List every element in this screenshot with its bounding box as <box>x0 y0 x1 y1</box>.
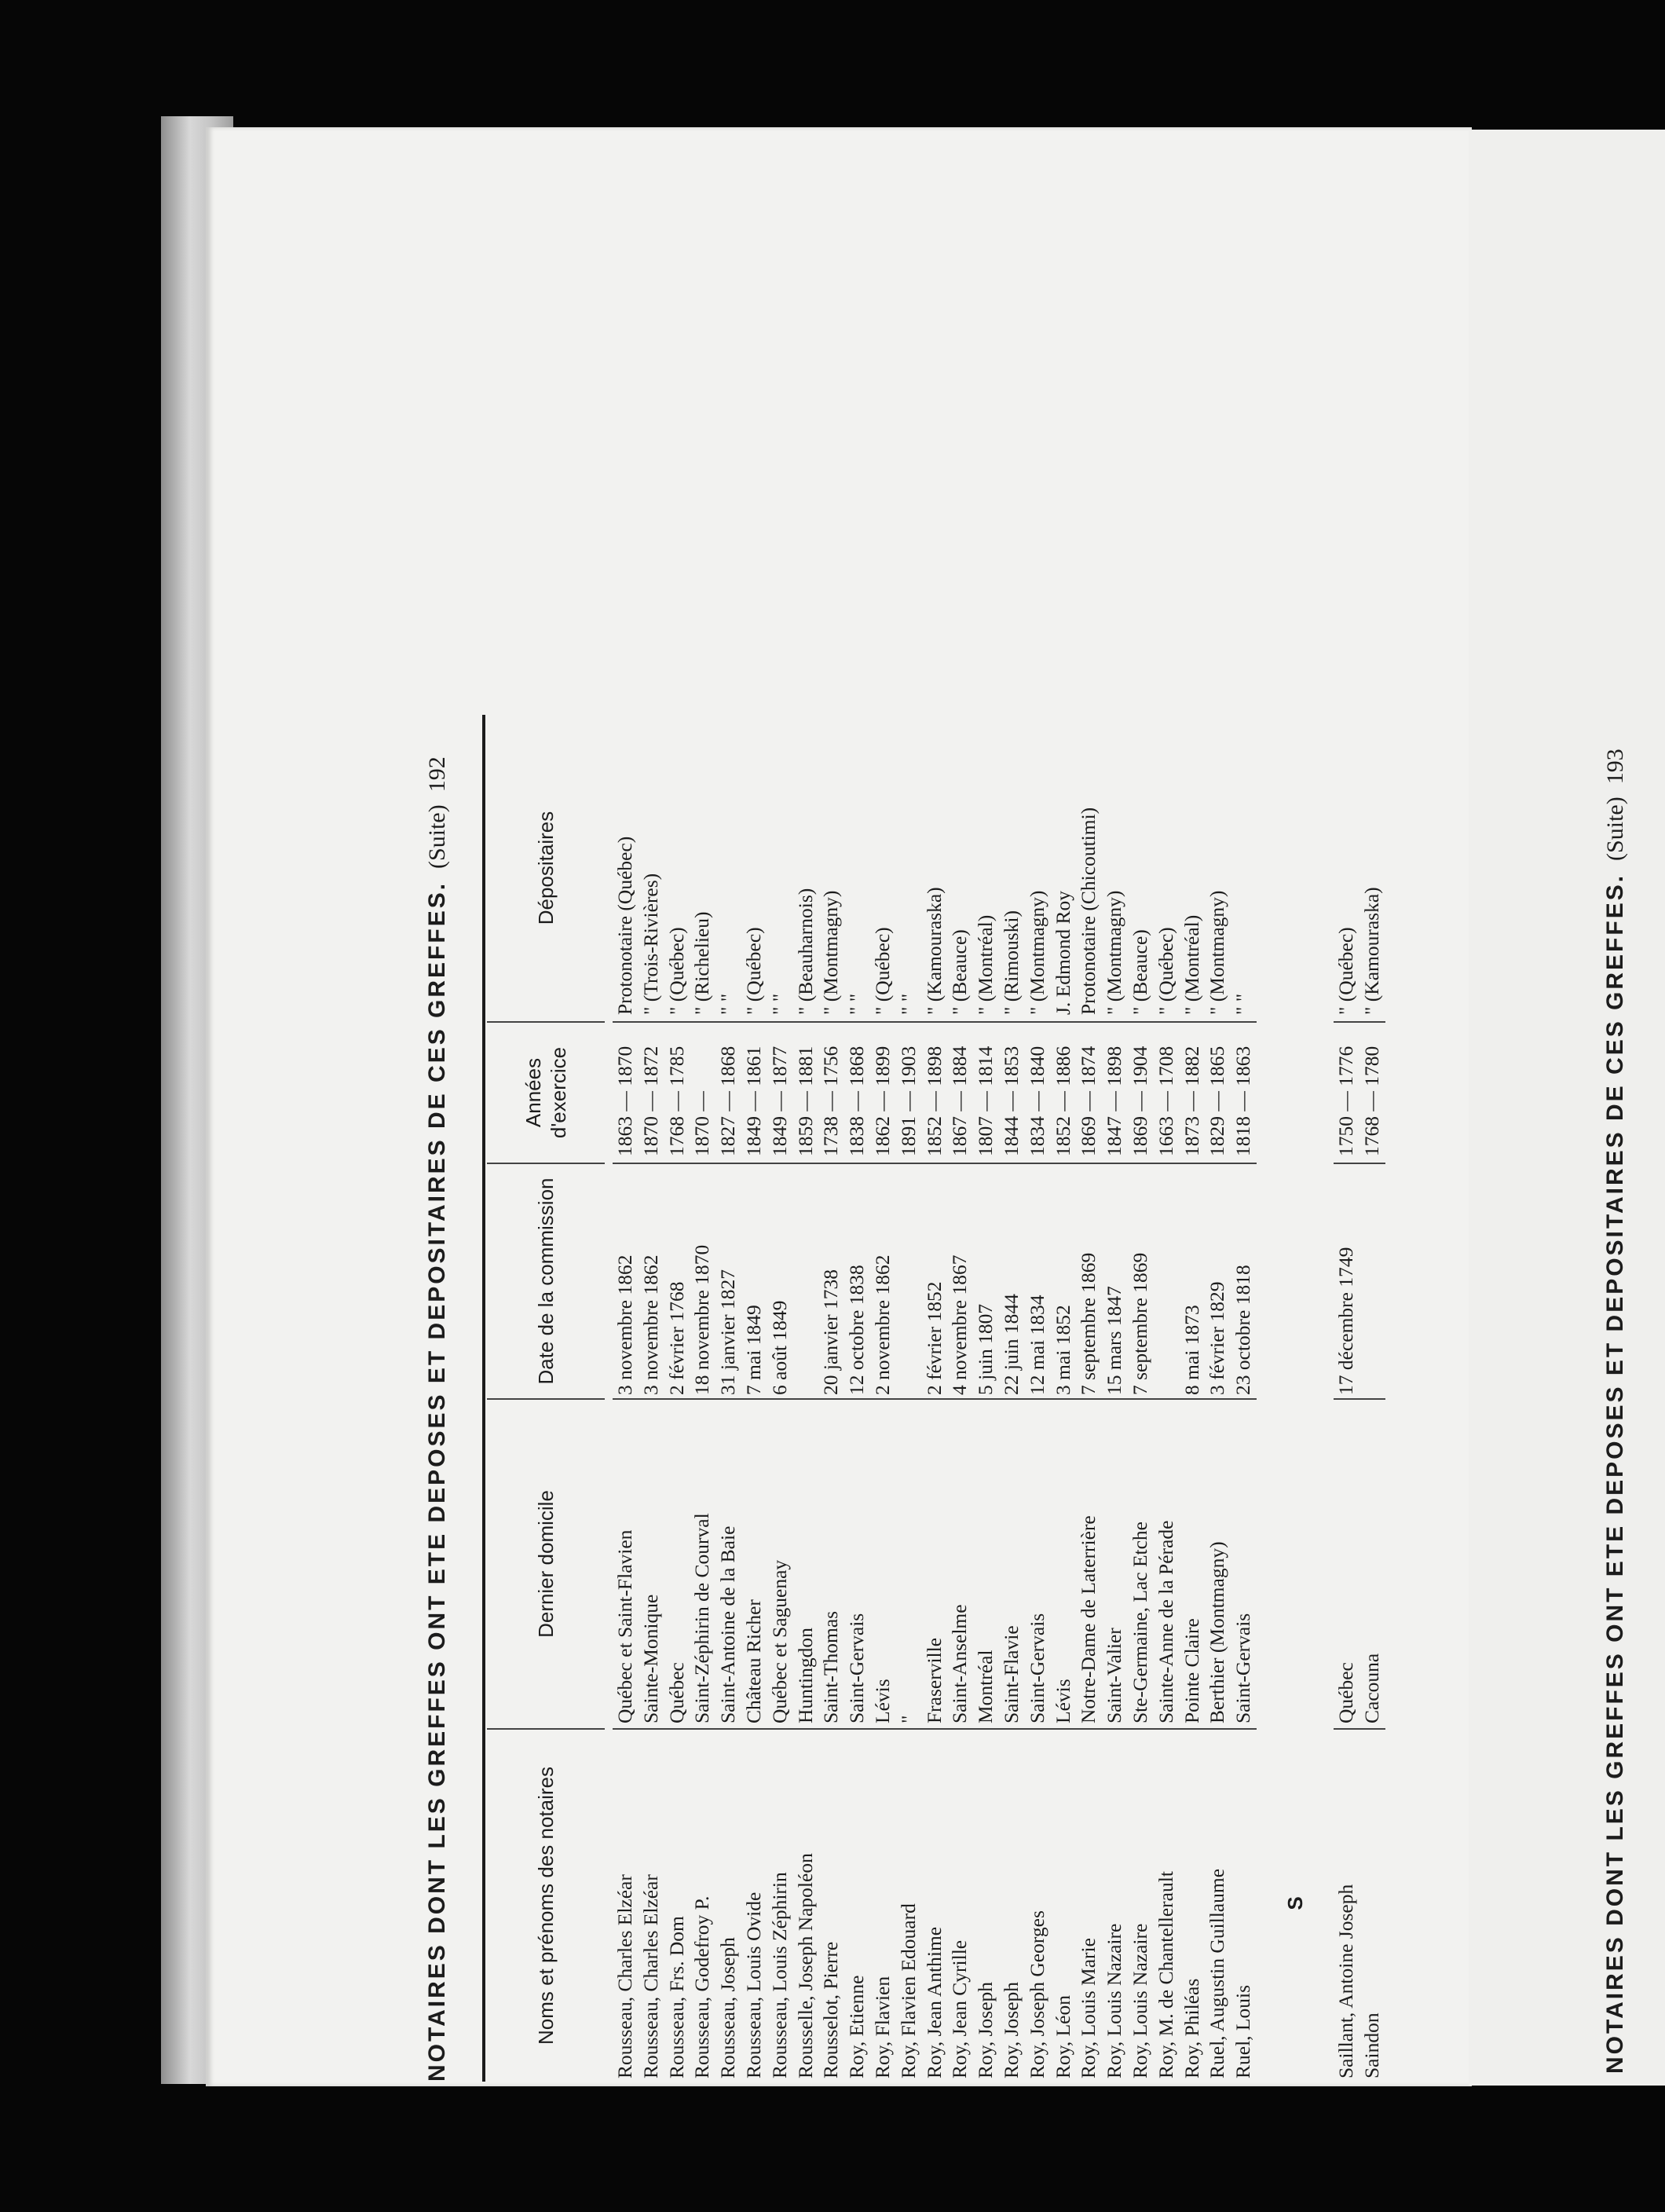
cell-domicile: Berthier (Montmagny) <box>1205 1398 1231 1728</box>
section-letter: S <box>1283 1896 1307 1910</box>
cell-name: Rousseau, Godefroy P. <box>690 1728 715 2082</box>
cell-depositaire: " (Québec) <box>664 927 688 1015</box>
cell-name: Rousseau, Charles Elzéar <box>639 1728 664 2082</box>
title-text: NOTAIRES DONT LES GREFFES ONT ETE DEPOSES ET DEPOSITAIRES DE CES GREFFES. <box>424 881 450 2082</box>
table-row <box>896 715 922 2082</box>
cell-domicile: Montréal <box>973 1398 999 1728</box>
table-row <box>613 715 639 2082</box>
rotated-content <box>424 173 1665 2121</box>
cell-depositaire: " " <box>845 993 869 1015</box>
col-header-commission: Date de la commission <box>487 1163 605 1398</box>
cell-depositaire: Protonotaire (Québec) <box>613 836 636 1015</box>
cell-depositaire: " " <box>1231 993 1255 1015</box>
cell-commission: 5 juin 1807 <box>973 1163 999 1398</box>
cell-domicile: Ste-Germaine, Lac Etche <box>1128 1398 1154 1728</box>
cell-commission: 6 août 1849 <box>767 1163 793 1398</box>
cell-commission: 7 septembre 1869 <box>1076 1163 1102 1398</box>
title-suite: (Suite) <box>424 804 450 869</box>
cell-depositaire: " (Beauce) <box>1128 929 1151 1015</box>
table-row <box>844 715 870 2082</box>
cell-name: Roy, M. de Chantellerault <box>1154 1728 1180 2082</box>
cell-domicile: Québec et Saint-Flavien <box>613 1398 639 1728</box>
cell-depositaire: Protonotaire (Chicoutimi) <box>1077 807 1100 1015</box>
cell-commission: 3 novembre 1862 <box>613 1163 639 1398</box>
cell-depositaire: " (Montmagny) <box>819 890 843 1015</box>
cell-name: Ruel, Augustin Guillaume <box>1205 1728 1231 2082</box>
cell-years: 1838 — 1868 <box>844 1021 870 1163</box>
cell-years: 1852 — 1886 <box>1051 1021 1077 1163</box>
cell-depositaire: " (Kamouraska) <box>922 887 946 1015</box>
table-row <box>793 715 819 2082</box>
cell-domicile: Cacouna <box>1359 1398 1385 1728</box>
cell-name: Roy, Louis Nazaire <box>1102 1728 1128 2082</box>
cell-commission: 22 juin 1844 <box>999 1163 1025 1398</box>
table-row <box>1102 715 1128 2082</box>
section-heading-s <box>1283 715 1308 2082</box>
cell-depositaire: " (Montmagny) <box>1103 890 1126 1015</box>
table-row <box>973 715 999 2082</box>
cell-domicile: Château Richer <box>741 1398 767 1728</box>
cell-depositaire: " (Kamouraska) <box>1360 887 1384 1015</box>
cell-name: Roy, Joseph <box>999 1728 1025 2082</box>
cell-domicile: Sainte-Monique <box>639 1398 664 1728</box>
table-row <box>1334 715 1359 2082</box>
table-row <box>1359 715 1385 2082</box>
cell-commission: 4 novembre 1867 <box>947 1163 973 1398</box>
cell-years: 1807 — 1814 <box>973 1021 999 1163</box>
cell-name: Ruel, Louis <box>1231 1728 1257 2082</box>
cell-commission: 18 novembre 1870 <box>690 1163 715 1398</box>
cell-years: 1663 — 1708 <box>1154 1021 1180 1163</box>
table-row <box>741 715 767 2082</box>
cell-years: 1768 — 1780 <box>1359 1021 1385 1163</box>
cell-depositaire: " (Québec) <box>741 927 765 1015</box>
cell-commission: 17 décembre 1749 <box>1334 1163 1359 1398</box>
table-body <box>613 715 1385 2082</box>
cell-years: 1852 — 1898 <box>922 1021 948 1163</box>
page-number: 192 <box>424 756 450 793</box>
cell-years: 1867 — 1884 <box>947 1021 973 1163</box>
cell-depositaire: " (Montréal) <box>1180 914 1203 1015</box>
cell-depositaire: J. Edmond Roy <box>1051 891 1074 1015</box>
cell-domicile: Québec <box>664 1398 690 1728</box>
cell-name: Rousselot, Pierre <box>818 1728 844 2082</box>
cell-depositaire: " (Montmagny) <box>1206 890 1229 1015</box>
col-header-names: Noms et prénoms des notaires <box>487 1728 605 2082</box>
cell-depositaire: " (Beauharnois) <box>793 888 817 1015</box>
table-row <box>1128 715 1154 2082</box>
cell-years: 1827 — 1868 <box>715 1021 741 1163</box>
table-row <box>1180 715 1206 2082</box>
cell-domicile: Saint-Antoine de la Baie <box>715 1398 741 1728</box>
cell-domicile: Saint-Gervais <box>1231 1398 1257 1728</box>
table-row <box>1154 715 1180 2082</box>
cell-commission <box>793 1163 819 1398</box>
cell-name: Roy, Flavien Edouard <box>896 1728 922 2082</box>
table-row <box>947 715 973 2082</box>
cell-commission: 12 mai 1834 <box>1025 1163 1051 1398</box>
cell-years: 1738 — 1756 <box>818 1021 844 1163</box>
table-row <box>639 715 664 2082</box>
cell-depositaire: " (Rimouski) <box>999 910 1023 1015</box>
cell-domicile: Québec et Saguenay <box>767 1398 793 1728</box>
cell-name: Roy, Joseph Georges <box>1025 1728 1051 2082</box>
cell-years: 1869 — 1874 <box>1076 1021 1102 1163</box>
page-number-right: 193 <box>1602 749 1628 785</box>
right-page-title <box>1602 189 1629 2074</box>
cell-years: 1859 — 1881 <box>793 1021 819 1163</box>
cell-name: Roy, Philéas <box>1180 1728 1206 2082</box>
table-row <box>1025 715 1051 2082</box>
cell-years: 1863 — 1870 <box>613 1021 639 1163</box>
cell-domicile: Saint-Anselme <box>947 1398 973 1728</box>
cell-depositaire: " (Beauce) <box>948 929 972 1015</box>
cell-name: Rousseau, Frs. Dom <box>664 1728 690 2082</box>
col-header-depositaires: Dépositaires <box>534 811 558 925</box>
cell-depositaire: " (Québec) <box>1334 927 1358 1015</box>
table-row <box>1051 715 1077 2082</box>
cell-depositaire: " " <box>896 993 920 1015</box>
cell-domicile: Saint-Thomas <box>818 1398 844 1728</box>
cell-depositaire: " (Trois-Rivières) <box>639 873 662 1015</box>
cell-commission: 23 octobre 1818 <box>1231 1163 1257 1398</box>
cell-years: 1750 — 1776 <box>1334 1021 1359 1163</box>
cell-years: 1818 — 1863 <box>1231 1021 1257 1163</box>
cell-name: Saillant, Antoine Joseph <box>1334 1728 1359 2082</box>
cell-commission: 3 février 1829 <box>1205 1163 1231 1398</box>
col-header-domicile: Dernier domicile <box>487 1398 605 1728</box>
cell-years: 1847 — 1898 <box>1102 1021 1128 1163</box>
table-row <box>1231 715 1257 2082</box>
cell-commission: 8 mai 1873 <box>1180 1163 1206 1398</box>
cell-depositaire: " " <box>767 993 791 1015</box>
cell-domicile: Lévis <box>870 1398 896 1728</box>
cell-name: Rousseau, Louis Ovide <box>741 1728 767 2082</box>
cell-name: Roy, Etienne <box>844 1728 870 2082</box>
cell-depositaire: " (Richelieu) <box>690 911 714 1015</box>
cell-commission: 7 septembre 1869 <box>1128 1163 1154 1398</box>
cell-commission: 2 février 1852 <box>922 1163 948 1398</box>
table-header <box>487 715 605 2082</box>
cell-name: Rousselle, Joseph Napoléon <box>793 1728 819 2082</box>
cell-years: 1873 — 1882 <box>1180 1021 1206 1163</box>
cell-domicile: Québec <box>1334 1398 1359 1728</box>
cell-domicile: Lévis <box>1051 1398 1077 1728</box>
cell-domicile: Saint-Zéphirin de Courval <box>690 1398 715 1728</box>
table-row <box>664 715 690 2082</box>
cell-domicile: Huntingdon <box>793 1398 819 1728</box>
table-row <box>767 715 793 2082</box>
cell-depositaire: " " <box>716 993 740 1015</box>
cell-years: 1849 — 1877 <box>767 1021 793 1163</box>
cell-years: 1870 — <box>690 1021 715 1163</box>
cell-domicile: Sainte-Anne de la Pérade <box>1154 1398 1180 1728</box>
cell-name: Rousseau, Charles Elzéar <box>613 1728 639 2082</box>
cell-years: 1829 — 1865 <box>1205 1021 1231 1163</box>
table-row <box>922 715 948 2082</box>
cell-name: Roy, Léon <box>1051 1728 1077 2082</box>
cell-name: Saindon <box>1359 1728 1385 2082</box>
cell-commission: 3 novembre 1862 <box>639 1163 664 1398</box>
header-rule <box>482 715 485 2082</box>
spacer-row <box>1308 715 1334 2082</box>
cell-domicile: Saint-Gervais <box>844 1398 870 1728</box>
cell-domicile: Fraserville <box>922 1398 948 1728</box>
table-row <box>1205 715 1231 2082</box>
cell-years: 1849 — 1861 <box>741 1021 767 1163</box>
table-row <box>1076 715 1102 2082</box>
cell-years: 1891 — 1903 <box>896 1021 922 1163</box>
page-title <box>424 196 468 2082</box>
table-row <box>999 715 1025 2082</box>
cell-name: Roy, Joseph <box>973 1728 999 2082</box>
table-row <box>690 715 715 2082</box>
cell-commission: 15 mars 1847 <box>1102 1163 1128 1398</box>
cell-depositaire: " (Québec) <box>1154 927 1177 1015</box>
cell-commission: 7 mai 1849 <box>741 1163 767 1398</box>
cell-domicile: Saint-Gervais <box>1025 1398 1051 1728</box>
cell-commission: 2 février 1768 <box>664 1163 690 1398</box>
cell-commission: 3 mai 1852 <box>1051 1163 1077 1398</box>
cell-domicile: Saint-Flavie <box>999 1398 1025 1728</box>
cell-years: 1834 — 1840 <box>1025 1021 1051 1163</box>
table-row <box>870 715 896 2082</box>
cell-years: 1869 — 1904 <box>1128 1021 1154 1163</box>
cell-domicile: Saint-Valier <box>1102 1398 1128 1728</box>
cell-commission: 2 novembre 1862 <box>870 1163 896 1398</box>
col-header-years: Années d'exercice <box>487 1021 605 1163</box>
cell-domicile: " <box>896 1398 922 1728</box>
cell-commission <box>896 1163 922 1398</box>
table-row <box>818 715 844 2082</box>
cell-depositaire: " (Québec) <box>870 927 894 1015</box>
cell-depositaire: " (Montréal) <box>974 914 997 1015</box>
cell-name: Rousseau, Joseph <box>715 1728 741 2082</box>
cell-commission: 20 janvier 1738 <box>818 1163 844 1398</box>
cell-name: Roy, Jean Anthime <box>922 1728 948 2082</box>
cell-domicile: Notre-Dame de Laterrière <box>1076 1398 1102 1728</box>
cell-years: 1844 — 1853 <box>999 1021 1025 1163</box>
title-text-right: NOTAIRES DONT LES GREFFES ONT ETE DEPOSES ET DEPOSITAIRES DE CES GREFFES. <box>1602 873 1628 2074</box>
table-row <box>715 715 741 2082</box>
cell-name: Roy, Louis Marie <box>1076 1728 1102 2082</box>
cell-commission: 12 octobre 1838 <box>844 1163 870 1398</box>
cell-depositaire: " (Montmagny) <box>1025 890 1048 1015</box>
cell-years: 1862 — 1899 <box>870 1021 896 1163</box>
cell-name: Roy, Louis Nazaire <box>1128 1728 1154 2082</box>
cell-commission <box>1154 1163 1180 1398</box>
cell-commission <box>1359 1163 1385 1398</box>
spacer-row <box>1257 715 1283 2082</box>
cell-name: Rousseau, Louis Zéphirin <box>767 1728 793 2082</box>
cell-years: 1870 — 1872 <box>639 1021 664 1163</box>
cell-name: Roy, Flavien <box>870 1728 896 2082</box>
cell-name: Roy, Jean Cyrille <box>947 1728 973 2082</box>
title-suite-right: (Suite) <box>1602 797 1628 861</box>
cell-domicile: Pointe Claire <box>1180 1398 1206 1728</box>
cell-commission: 31 janvier 1827 <box>715 1163 741 1398</box>
cell-years: 1768 — 1785 <box>664 1021 690 1163</box>
